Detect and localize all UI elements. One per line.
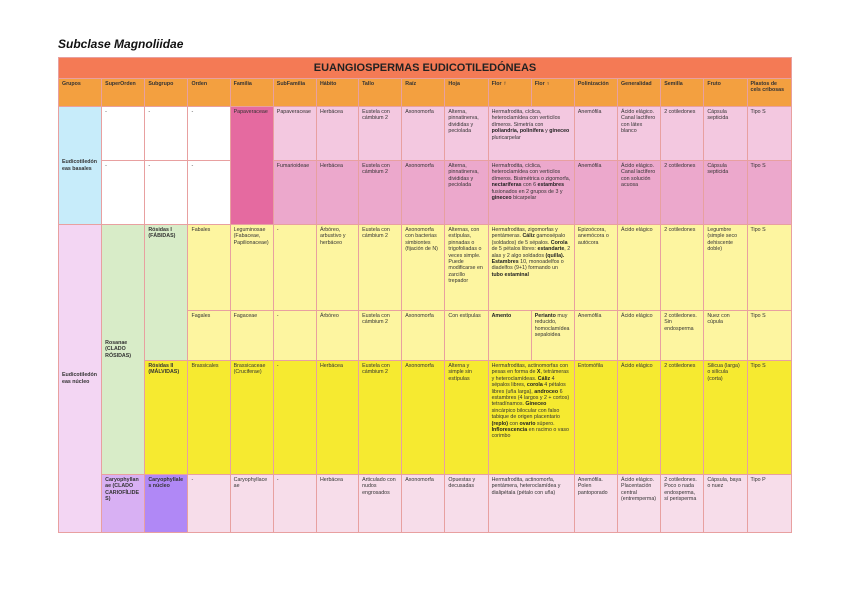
flower-text: 10, monoadelfos o diadelfos (9+1) formando un xyxy=(491,259,564,272)
pollination-cell: Anemófila. Polen pantoporado xyxy=(574,475,617,533)
habit-cell: Herbácea xyxy=(316,161,358,225)
root-cell: Axonomorfa xyxy=(402,161,445,225)
page-subtitle: Subclase Magnoliidae xyxy=(58,37,184,51)
flower-cell xyxy=(488,225,574,311)
flower-bold: Cáliz xyxy=(537,375,551,382)
plastid-cell: Tipo S xyxy=(747,225,792,311)
order-cell: - xyxy=(188,475,230,533)
flower-text: y xyxy=(543,128,550,135)
table-row xyxy=(59,107,792,161)
superorder-cell: Rosanae (CLADO RÓSIDAS) xyxy=(102,225,145,475)
flower-cell xyxy=(488,107,574,161)
classification-table xyxy=(58,57,792,533)
flower-text: sincárpico bilocular con falso tabique de origen placentario xyxy=(491,407,560,421)
seed-cell: 2 cotiledones xyxy=(661,361,704,475)
flower-bold: estambres xyxy=(537,182,565,189)
fruit-cell: Cápsula, baya o nuez xyxy=(704,475,747,533)
flower-text: 6 estambres (4 largos y 2 + cortos) tetradínamos. xyxy=(491,388,570,408)
general-cell: Ácido elágico. Canal lactífero con solución acuosa xyxy=(618,161,661,225)
header-cell: Grupos xyxy=(59,79,102,107)
root-cell: Axonomorfa xyxy=(402,475,445,533)
header-cell: Raíz xyxy=(402,79,445,107)
flower-text: Hermafroditas, actinomorfas con pesas en forma de xyxy=(491,363,569,376)
flower-bold: androceo xyxy=(534,388,559,395)
subfamily-cell: Fumarioideae xyxy=(273,161,316,225)
header-row xyxy=(59,79,792,107)
flower-cell xyxy=(488,161,574,225)
family-cell: Leguminosae (Fabaceae, Papilionaceae) xyxy=(230,225,273,311)
flower-bold: gineceo xyxy=(549,128,570,135)
stem-cell: Eustela con cámbium 2 xyxy=(359,225,402,311)
pollination-cell: Anemófila xyxy=(574,107,617,161)
pollination-cell: Anemófila xyxy=(574,161,617,225)
subgroup-cell: - xyxy=(145,107,188,161)
stem-cell: Eustela con cámbium 2 xyxy=(359,311,402,361)
header-cell: Polinización xyxy=(574,79,617,107)
leaf-cell: Alternas, con estípulas, pinnadas o trigofoliadas o veces simple. Puede modificarse en zarcillo trepador xyxy=(445,225,488,311)
stem-cell: Articulado con nudos engrosados xyxy=(359,475,402,533)
flower-text: fusionados en 2 grupos de 3 y xyxy=(491,188,563,195)
family-cell: Papaveraceae xyxy=(230,107,273,225)
habit-cell: Herbácea xyxy=(316,107,358,161)
header-cell: Flor ♀ xyxy=(531,79,574,107)
flower-bold: ovario xyxy=(519,420,536,427)
table-row xyxy=(59,161,792,225)
flower-text: pluricarpelar xyxy=(491,134,521,141)
flower-text: con 6 xyxy=(521,182,538,189)
header-cell: Semilla xyxy=(661,79,704,107)
subfamily-cell: - xyxy=(273,475,316,533)
subfamily-cell: Papaveraceae xyxy=(273,107,316,161)
fruit-cell: Cápsula septicida xyxy=(704,107,747,161)
general-cell: Ácido elágico. Canal lactífero con látex blanco xyxy=(618,107,661,161)
fruit-cell: Legumbre (simple seco dehiscente doble) xyxy=(704,225,747,311)
header-cell: SubFamilia xyxy=(273,79,316,107)
group-cell: Eudicotiledóneas núcleo xyxy=(59,225,102,533)
flower-bold: Inflorescencia xyxy=(491,427,528,434)
table-row xyxy=(59,225,792,311)
flower-bold: (quilla). Estambres xyxy=(491,252,565,266)
fruit-cell: Nuez con cúpula xyxy=(704,311,747,361)
flower-bold: tubo estaminal xyxy=(491,271,529,278)
flower-cell: Hermafrodita, actinomorfa, pentámera, heteroclamídea y dialipétala (pétalo con uña) xyxy=(488,475,574,533)
leaf-cell: Alterna, pinnatinerva, divididas y peciolada xyxy=(445,107,488,161)
header-cell: SuperOrden xyxy=(102,79,145,107)
header-cell: Familia xyxy=(230,79,273,107)
header-cell: Orden xyxy=(188,79,230,107)
flower-bold: estandarte xyxy=(537,246,565,253)
stem-cell: Eustela con cámbium 2 xyxy=(359,161,402,225)
seed-cell: 2 cotiledones. Poco o nada endosperma, sí perisperma xyxy=(661,475,704,533)
habit-cell: Herbácea xyxy=(316,475,358,533)
plastid-cell: Tipo S xyxy=(747,361,792,475)
order-cell: Brassicales xyxy=(188,361,230,475)
habit-cell: Herbácea xyxy=(316,361,358,475)
flower-bold: X xyxy=(536,369,541,376)
general-cell: Ácido elágico xyxy=(618,225,661,311)
header-cell: Hábito xyxy=(316,79,358,107)
flower-bold: Corola xyxy=(550,239,568,246)
header-cell: Tallo xyxy=(359,79,402,107)
root-cell: Axonomorfa con bacterias simbiontes (fijación de N) xyxy=(402,225,445,311)
fruit-cell: Silicua (larga) o silícula (corta) xyxy=(704,361,747,475)
order-cell: Fagales xyxy=(188,311,230,361)
flower-bold: Perianto xyxy=(534,313,556,319)
flower-text: Hermafrodita, cíclica, heteroclamídea con verticilos dímeros. Bisimétrica o zigomorfa, xyxy=(491,163,571,182)
general-cell: Ácido elágico. Placentación central (entremperma) xyxy=(618,475,661,533)
flower-text: 4 pétalos libres (uña larga), xyxy=(491,382,566,395)
header-cell: Generalidad xyxy=(618,79,661,107)
general-cell: Ácido elágico xyxy=(618,311,661,361)
flower-text: , tetrámeras y heteroclamídeas. xyxy=(491,369,569,382)
flower-text: gamosépalo (soldados) de 5 sépalos. xyxy=(491,233,566,246)
subfamily-cell: - xyxy=(273,311,316,361)
pollination-cell: Entomófila xyxy=(574,361,617,475)
subgroup-cell: Rósidas I (FÁBIDAS) xyxy=(145,225,188,361)
subgroup-cell: - xyxy=(145,161,188,225)
habit-cell: Árbóreo, arbustivo y herbáceo xyxy=(316,225,358,311)
order-cell: - xyxy=(188,161,230,225)
family-cell: Brassicaceae (Cruciferae) xyxy=(230,361,273,475)
leaf-cell: Alterna, pinnatinerva, divididas y peciolada xyxy=(445,161,488,225)
family-cell: Caryophyllaceae xyxy=(230,475,273,533)
plastid-cell: Tipo S xyxy=(747,311,792,361)
seed-cell: 2 cotiledones. Sin endosperma xyxy=(661,311,704,361)
table-row xyxy=(59,475,792,533)
flower-text: muy reducido, homoclamídea sepaloidea xyxy=(534,313,570,339)
header-cell: Hoja xyxy=(445,79,488,107)
pollination-cell: Epizoócora, anemócora o autócora xyxy=(574,225,617,311)
leaf-cell: Alterna y simple sin estípulas xyxy=(445,361,488,475)
plastid-cell: Tipo S xyxy=(747,161,792,225)
header-cell: Subgrupo xyxy=(145,79,188,107)
habit-cell: Árbóreo xyxy=(316,311,358,361)
flower-bold: nectaríferas xyxy=(491,182,522,189)
fruit-cell: Cápsula septicida xyxy=(704,161,747,225)
order-cell: - xyxy=(188,107,230,161)
leaf-cell: Con estípulas xyxy=(445,311,488,361)
flower-bold: poliandria, polinífera xyxy=(491,128,544,135)
pollination-cell: Anemófila xyxy=(574,311,617,361)
general-cell: Ácido elágico xyxy=(618,361,661,475)
flower-text: con xyxy=(508,420,520,427)
flower-text: bicarpelar xyxy=(511,195,537,202)
flower-cell xyxy=(488,361,574,475)
superorder-cell: - xyxy=(102,107,145,161)
flower-bold: (replo) xyxy=(491,420,509,427)
family-cell: Fagaceae xyxy=(230,311,273,361)
leaf-cell: Opuestas y decusadas xyxy=(445,475,488,533)
stem-cell: Eustela con cámbium 2 xyxy=(359,361,402,475)
order-cell: Fabales xyxy=(188,225,230,311)
table-row xyxy=(59,361,792,475)
flower-bold: Cáliz xyxy=(522,233,535,240)
root-cell: Axonomorfa xyxy=(402,107,445,161)
subgroup-cell: Rósidas II (MÁLVIDAS) xyxy=(145,361,188,475)
subfamily-cell: - xyxy=(273,361,316,475)
plastid-cell: Tipo P xyxy=(747,475,792,533)
flower-text: Hermafroditas, zigomorfas y pentámeras. xyxy=(491,227,558,240)
flower-bold: gineceo xyxy=(491,195,512,202)
flower-bold: corola xyxy=(526,382,543,389)
superorder-cell: - xyxy=(102,161,145,225)
group-cell: Eudicotiledóneas basales xyxy=(59,107,102,225)
flower-text: 4 sépalos libres, xyxy=(491,375,555,389)
root-cell: Axonomorfa xyxy=(402,311,445,361)
seed-cell: 2 cotiledones xyxy=(661,107,704,161)
flower-female-cell xyxy=(531,311,574,361)
subgroup-cell: Caryophyllales núcleo xyxy=(145,475,188,533)
flower-bold: Amento xyxy=(491,313,512,319)
superorder-cell: Caryophyllanae (CLADO CARIOFÍLIDES) xyxy=(102,475,145,533)
flower-bold: Gineceo xyxy=(525,401,547,408)
flower-text: de 5 pétalos libres: xyxy=(491,246,538,253)
seed-cell: 2 cotiledones xyxy=(661,225,704,311)
subfamily-cell: - xyxy=(273,225,316,311)
stem-cell: Eustela con cámbium 2 xyxy=(359,107,402,161)
flower-text: , 2 alas y 2 algo soldados xyxy=(491,246,571,259)
root-cell: Axonomorfa xyxy=(402,361,445,475)
flower-text: Hermafrodita, cíclica, heteroclamídea con verticilos dímeros. Simetría con xyxy=(491,109,561,128)
flower-male-cell xyxy=(488,311,531,361)
table-title: EUANGIOSPERMAS EUDICOTILEDÓNEAS xyxy=(59,58,792,79)
header-cell: Fruto xyxy=(704,79,747,107)
flower-text: súpero. xyxy=(535,420,555,427)
plastid-cell: Tipo S xyxy=(747,107,792,161)
seed-cell: 2 cotiledones xyxy=(661,161,704,225)
header-cell: Plastos de cels cribosas xyxy=(747,79,792,107)
header-cell: Flor ☿ xyxy=(488,79,531,107)
flower-text: en racimo o vaso corimbo xyxy=(491,427,569,440)
